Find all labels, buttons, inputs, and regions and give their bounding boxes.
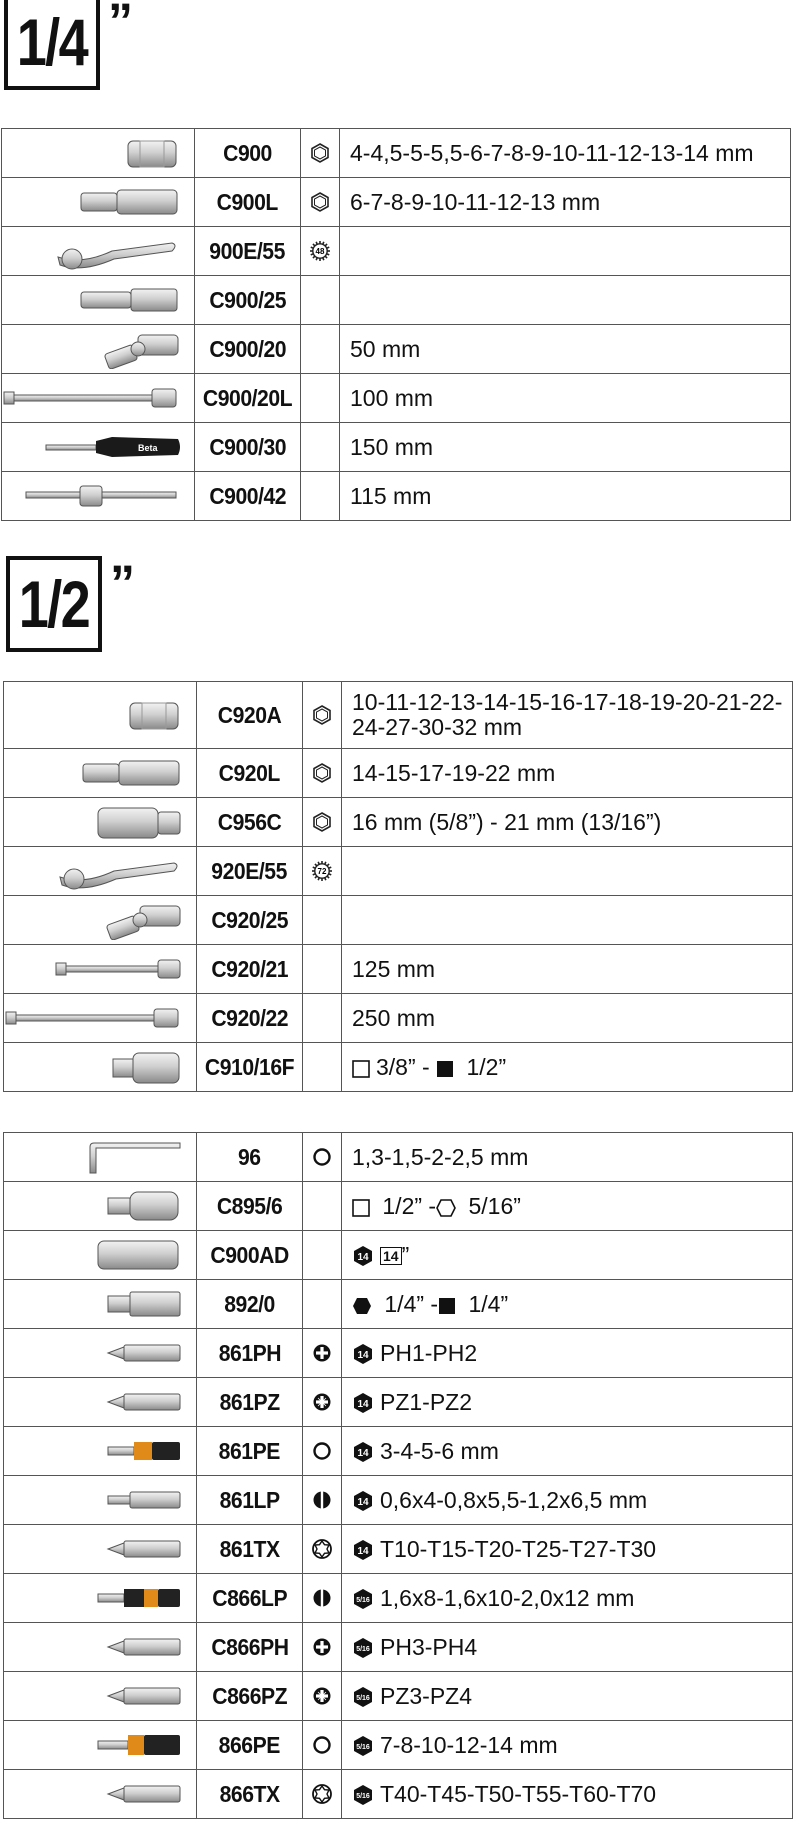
tool-image-cell [4,1721,197,1770]
bit-size-badge-icon [352,1487,380,1513]
bit-size-badge-icon [352,1634,380,1660]
size-description [340,423,791,472]
drive-symbol-cell [301,276,340,325]
table-row [4,1770,793,1819]
table-row [2,276,791,325]
part-code [197,798,303,847]
size-description [342,1133,793,1182]
bit-lp-long-icon [4,1574,196,1622]
desc-text: T10-T15-T20-T25-T27-T30 [380,1535,657,1562]
table-row [4,1043,793,1092]
drive-symbol-cell [303,798,342,847]
tool-image-cell [4,1231,197,1280]
part-code [197,1133,303,1182]
part-code [195,227,301,276]
table-row [4,896,793,945]
part-code-text: C900/42 [209,482,286,509]
part-code-text: C910/16F [204,1053,295,1080]
tool-image-cell [4,749,197,798]
extension-short-icon [4,945,196,993]
ratchet-icon [4,847,196,895]
part-code-text: C920L [218,759,281,786]
part-code [195,129,301,178]
desc-text: 3-4-5-6 mm [380,1437,499,1464]
hex-key-icon [4,1133,196,1181]
table-row [2,472,791,521]
svg-text:48: 48 [315,247,325,256]
table-row [4,1721,793,1770]
bit-size-badge-icon [352,1732,380,1758]
part-code [195,423,301,472]
parts-table-bits [3,1132,793,1819]
hex-icon [311,813,333,830]
drive-symbol-cell [303,1427,342,1476]
tool-image-cell [4,798,197,847]
svg-text:14: 14 [357,1546,369,1558]
drive-symbol-cell [303,1280,342,1329]
torx-icon [311,1540,333,1557]
bit-pz-icon [4,1378,196,1426]
tool-image-cell [4,896,197,945]
size-description [342,682,793,749]
part-code-text: C866PH [210,1633,289,1660]
size-description [340,472,791,521]
bit-size-badge-icon [352,1340,380,1366]
desc-text: 250 mm [352,1004,436,1031]
desc-text: PZ3-PZ4 [380,1682,473,1709]
table-row [2,178,791,227]
drive-symbol-cell [301,472,340,521]
part-code [197,1525,303,1574]
size-description [342,1525,793,1574]
size-header-quarter [4,0,100,90]
ujoint-icon [4,896,196,944]
part-code-text: 861PE [218,1437,281,1464]
part-code [197,1623,303,1672]
tool-image-cell [2,129,195,178]
size-description [342,1280,793,1329]
part-code [197,1476,303,1525]
part-code-text: 96 [238,1143,261,1170]
part-code-text: 892/0 [224,1290,275,1317]
phillips-icon [311,1638,333,1655]
drive-symbol-cell [303,1623,342,1672]
hex-icon [309,193,331,210]
bit-pe-icon [4,1427,196,1475]
size-description [342,896,793,945]
bit-holder-icon [4,1231,196,1279]
table-row [4,1329,793,1378]
drive-symbol-cell [303,1378,342,1427]
torx-icon [311,1785,333,1802]
size-description [342,1574,793,1623]
desc-text: 1,3-1,5-2-2,5 mm [352,1143,529,1170]
size-description [342,847,793,896]
svg-text:5/16: 5/16 [356,1646,370,1654]
size-description [340,374,791,423]
table-row [2,374,791,423]
desc-text: 10-11-12-13-14-15-16-17-18-19-20-21-22-24-27-30-32 mm [352,689,783,740]
tool-image-cell [4,1476,197,1525]
desc-text: PZ1-PZ2 [380,1388,473,1415]
drive-symbol-cell [303,749,342,798]
svg-text:72: 72 [317,867,327,876]
size-description [342,1623,793,1672]
circle-icon [311,1736,333,1753]
size-description [342,1770,793,1819]
part-code-text: 900E/55 [209,237,286,264]
part-code-text: C900/20 [209,335,286,362]
size-header-quarter-label: 1/4 [16,5,88,79]
ujoint-icon [2,325,194,373]
size-description [342,1329,793,1378]
table-row [4,994,793,1043]
tool-image-cell [2,325,195,374]
desc-text: 125 mm [352,955,436,982]
extension-icon [2,374,194,422]
size-description [342,1182,793,1231]
part-code-text: C956C [217,808,282,835]
tool-image-cell [4,1623,197,1672]
size-description [340,325,791,374]
bit-size-badge-icon [352,1781,380,1807]
socket-short-icon [4,682,196,748]
tool-image-cell [4,1525,197,1574]
part-code [197,1427,303,1476]
part-code [197,1378,303,1427]
desc-text: PH1-PH2 [380,1339,478,1366]
drive-symbol-cell [301,325,340,374]
desc-post: 1/2” [466,1053,507,1080]
tool-image-cell [2,472,195,521]
drive-symbol-cell [303,1182,342,1231]
part-code [197,1329,303,1378]
table-row [4,945,793,994]
bit-size-badge-icon [352,1389,380,1415]
table-row [2,227,791,276]
bit-lp-icon [4,1476,196,1524]
size-description [340,227,791,276]
drive-symbol-cell [301,423,340,472]
square-filled-icon [438,1291,462,1317]
gear-48-icon [309,242,331,259]
inch-mark-half: ” [110,555,135,611]
svg-text:5/16: 5/16 [356,1597,370,1605]
drive-symbol-cell [303,1329,342,1378]
size-header-half [6,556,102,652]
part-code-text: 866TX [219,1780,280,1807]
bit-ph-icon [4,1623,196,1671]
part-code [197,1182,303,1231]
part-code [197,1574,303,1623]
svg-text:5/16: 5/16 [356,1744,370,1752]
tool-image-cell [4,994,197,1043]
part-code-text: 861PZ [219,1388,280,1415]
hex-icon [309,144,331,161]
hex-icon [311,706,333,723]
table-row [4,1476,793,1525]
reducer-icon [4,1043,196,1091]
bit-size-badge-icon [352,1536,380,1562]
bit-ph-icon [4,1329,196,1377]
table-row [4,798,793,847]
part-code [197,1672,303,1721]
screwdriver-handle-icon [2,423,194,471]
square-outline-icon [352,1054,376,1080]
desc-text: 7-8-10-12-14 mm [380,1731,558,1758]
desc-text: 100 mm [350,384,434,411]
drive-symbol-cell [303,1721,342,1770]
size-description [342,1476,793,1525]
bit-size-badge-icon [352,1242,380,1268]
svg-text:14: 14 [357,1448,369,1460]
part-code [197,994,303,1043]
part-code-text: C895/6 [216,1192,283,1219]
bit-size-badge-icon [352,1683,380,1709]
table-row [4,1378,793,1427]
part-code [195,178,301,227]
extension-icon [4,994,196,1042]
svg-text:5/16: 5/16 [356,1793,370,1801]
table-row [4,1623,793,1672]
table-row [4,1280,793,1329]
drive-symbol-cell [303,1574,342,1623]
drive-symbol-cell [303,1133,342,1182]
desc-post: 1/4” [468,1290,509,1317]
part-code-text: 861LP [219,1486,280,1513]
drive-symbol-cell [303,1476,342,1525]
part-code [197,1043,303,1092]
desc-post: 5/16” [468,1192,521,1219]
size-description [340,178,791,227]
size-description [342,1672,793,1721]
hex-filled-icon [352,1291,378,1317]
bit-adapter-icon [4,1182,196,1230]
size-description [342,945,793,994]
part-code-text: C900/25 [209,286,286,313]
desc-pre: 3/8” - [376,1053,430,1080]
tool-image-cell [2,227,195,276]
part-code-text: 861TX [219,1535,280,1562]
desc-text: 150 mm [350,433,434,460]
tool-image-cell [4,1133,197,1182]
size-description [342,1231,793,1280]
drive-symbol-cell [303,1043,342,1092]
tool-image-cell [2,423,195,472]
tool-image-cell [2,276,195,325]
size-box: 14 [380,1247,402,1265]
size-description [342,1043,793,1092]
drive-symbol-cell [303,896,342,945]
gear-72-icon [311,862,333,879]
tool-image-cell [4,1182,197,1231]
bit-pz-icon [4,1672,196,1720]
part-code-text: C900/20L [202,384,293,411]
tool-image-cell [4,1770,197,1819]
size-header-half-label: 1/2 [18,567,90,641]
part-code [195,374,301,423]
adapter-icon [2,276,194,324]
part-code [197,945,303,994]
size-description [342,1378,793,1427]
tool-image-cell [4,1672,197,1721]
part-code-text: C900L [216,188,279,215]
svg-text:14: 14 [357,1497,369,1509]
drive-symbol-cell [303,682,342,749]
part-code [197,1721,303,1770]
tool-image-cell [4,1329,197,1378]
part-code [197,749,303,798]
part-code [197,1770,303,1819]
circle-icon [311,1148,333,1165]
part-code-text: 861PH [218,1339,281,1366]
ratchet-icon [2,227,194,275]
tool-image-cell [4,1574,197,1623]
socket-long-icon [4,749,196,797]
part-code-text: C866PZ [212,1682,287,1709]
svg-text:14: 14 [357,1399,369,1411]
size-description [342,994,793,1043]
size-description [340,276,791,325]
desc-text: 14-15-17-19-22 mm [352,759,556,786]
table-row [4,847,793,896]
tool-image-cell [4,1280,197,1329]
tool-image-cell [4,1043,197,1092]
circle-icon [311,1442,333,1459]
drive-symbol-cell [301,374,340,423]
desc-text: 4-4,5-5-5,5-6-7-8-9-10-11-12-13-14 mm [350,139,754,166]
tool-image-cell [2,374,195,423]
desc-text: PH3-PH4 [380,1633,478,1660]
drive-symbol-cell [301,178,340,227]
desc-pre: 1/2” - [382,1192,437,1219]
table-row [4,1133,793,1182]
table-row [4,1672,793,1721]
bit-tx-icon [4,1770,196,1818]
table-row [4,1574,793,1623]
table-row [4,682,793,749]
drive-symbol-cell [303,847,342,896]
drive-symbol-cell [303,1672,342,1721]
pozi-icon [311,1393,333,1410]
part-code-text: 920E/55 [211,857,288,884]
size-description [342,798,793,847]
slot-icon [311,1491,333,1508]
tool-image-cell [4,1378,197,1427]
parts-table-quarter [1,128,791,521]
bit-tx-icon [4,1525,196,1573]
drive-symbol-cell [301,129,340,178]
phillips-icon [311,1344,333,1361]
size-description [340,129,791,178]
desc-text: 0,6x4-0,8x5,5-1,2x6,5 mm [380,1486,648,1513]
table-row [4,1427,793,1476]
tool-image-cell [4,1427,197,1476]
desc-text: 50 mm [350,335,421,362]
table-row [4,1525,793,1574]
desc-pre: 1/4” - [384,1290,439,1317]
part-code-text: C900AD [210,1241,289,1268]
tool-image-cell [4,945,197,994]
part-code [197,1231,303,1280]
part-code [197,847,303,896]
size-description [342,1721,793,1770]
desc-text: T40-T45-T50-T55-T60-T70 [380,1780,657,1807]
hex-outline-icon [436,1193,462,1219]
drive-symbol-cell [303,1770,342,1819]
tool-image-cell [4,682,197,749]
desc-text: 6-7-8-9-10-11-12-13 mm [350,188,601,215]
tbar-icon [2,472,194,520]
svg-text:14: 14 [357,1350,369,1362]
desc-text: 16 mm (5/8”) - 21 mm (13/16”) [352,808,662,835]
bit-pe-long-icon [4,1721,196,1769]
table-row [2,325,791,374]
part-code-text: C920/22 [211,1004,288,1031]
svg-text:14: 14 [357,1252,369,1264]
table-row [4,1231,793,1280]
part-code [197,1280,303,1329]
part-code [197,682,303,749]
pozi-icon [311,1687,333,1704]
desc-text: 1,6x8-1,6x10-2,0x12 mm [380,1584,635,1611]
tool-image-cell [4,847,197,896]
part-code-text: C920/25 [211,906,288,933]
part-code-text: C900/30 [209,433,286,460]
parts-table-half [3,681,793,1092]
bit-size-badge-icon [352,1438,380,1464]
part-code-text: C866LP [212,1584,287,1611]
part-code-text: C920/21 [211,955,288,982]
adapter-hex-icon [4,1280,196,1328]
slot-icon [311,1589,333,1606]
inch-mark-quarter: ” [108,0,133,49]
table-row [4,749,793,798]
svg-text:Beta: Beta [138,443,158,453]
drive-symbol-cell [303,1525,342,1574]
part-code-text: C920A [217,701,282,728]
hex-icon [311,764,333,781]
drive-symbol-cell [303,994,342,1043]
inch-mark: ” [401,1241,410,1268]
size-description [342,749,793,798]
socket-spark-icon [4,798,196,846]
table-row [2,423,791,472]
size-description [342,1427,793,1476]
part-code-text: C900 [223,139,272,166]
part-code [195,325,301,374]
table-row [2,129,791,178]
bit-size-badge-icon [352,1585,380,1611]
part-code [195,276,301,325]
square-outline-icon [352,1193,376,1219]
part-code-text: 866PE [218,1731,281,1758]
tool-image-cell [2,178,195,227]
socket-short-icon [2,129,194,177]
square-filled-icon [436,1054,460,1080]
socket-long-icon [2,178,194,226]
drive-symbol-cell [303,1231,342,1280]
drive-symbol-cell [301,227,340,276]
desc-text: 115 mm [350,482,432,509]
drive-symbol-cell [303,945,342,994]
table-row [4,1182,793,1231]
part-code [195,472,301,521]
part-code [197,896,303,945]
svg-text:5/16: 5/16 [356,1695,370,1703]
